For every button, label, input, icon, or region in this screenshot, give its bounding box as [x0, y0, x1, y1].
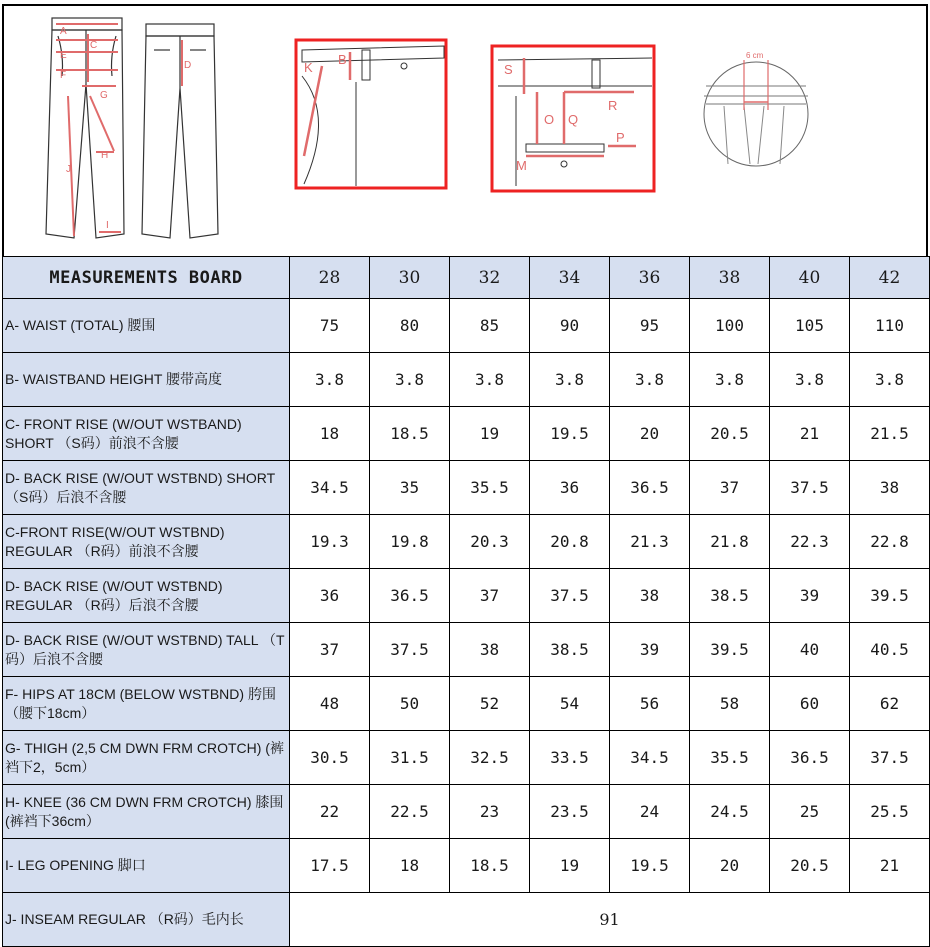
table-title: MEASUREMENTS BOARD: [3, 257, 290, 299]
inseam-row: [3, 893, 930, 947]
table-row: [3, 623, 930, 677]
measurement-cell: 21.8: [690, 515, 770, 569]
measurement-cell: 34.5: [610, 731, 690, 785]
label-b: B: [338, 52, 347, 67]
size-header: 34: [530, 257, 610, 299]
measurement-cell: 54: [530, 677, 610, 731]
measurement-cell: 22: [290, 785, 370, 839]
table-header-row: [3, 257, 930, 299]
measurement-cell: 3.8: [850, 353, 930, 407]
size-header: 32: [450, 257, 530, 299]
row-label: A- WAIST (TOTAL) 腰围: [3, 299, 290, 353]
measurement-cell: 3.8: [610, 353, 690, 407]
label-p: P: [616, 130, 625, 145]
table-row: [3, 353, 930, 407]
back-view-measure: [182, 40, 191, 86]
measurement-cell: 3.8: [450, 353, 530, 407]
row-label: D- BACK RISE (W/OUT WSTBND) TALL （T码）后浪不含腰: [3, 623, 290, 677]
size-header: 28: [290, 257, 370, 299]
measurement-cell: 3.8: [370, 353, 450, 407]
measurement-cell: 37: [690, 461, 770, 515]
measurement-cell: 21: [850, 839, 930, 893]
back-view-diagram: [142, 24, 218, 238]
measurement-cell: 3.8: [770, 353, 850, 407]
measurement-cell: 24: [610, 785, 690, 839]
row-label: I- LEG OPENING 脚口: [3, 839, 290, 893]
row-label: H- KNEE (36 CM DWN FRM CROTCH) 膝围(裤裆下36cm）: [3, 785, 290, 839]
measurement-cell: 36: [530, 461, 610, 515]
measurement-cell: 110: [850, 299, 930, 353]
measurement-cell: 40: [770, 623, 850, 677]
table-row: [3, 407, 930, 461]
back-pocket-detail: [492, 46, 654, 191]
measurement-cell: 80: [370, 299, 450, 353]
measurement-cell: 37.5: [850, 731, 930, 785]
measurement-cell: 36.5: [370, 569, 450, 623]
table-row: [3, 461, 930, 515]
measurement-cell: 34.5: [290, 461, 370, 515]
measurement-cell: 20.3: [450, 515, 530, 569]
label-d: D: [184, 60, 192, 71]
label-6cm: 6 cm: [746, 51, 764, 60]
measurement-cell: 21.3: [610, 515, 690, 569]
measurement-cell: 20.8: [530, 515, 610, 569]
measurement-cell: 25: [770, 785, 850, 839]
measurement-cell: 3.8: [530, 353, 610, 407]
row-label: D- BACK RISE (W/OUT WSTBND) REGULAR （R码）后浪不含腰: [3, 569, 290, 623]
measurement-cell: 3.8: [290, 353, 370, 407]
measurement-cell: 52: [450, 677, 530, 731]
measurement-cell: 60: [770, 677, 850, 731]
measurement-cell: 3.8: [690, 353, 770, 407]
label-q: Q: [568, 112, 579, 127]
label-j: J: [66, 164, 71, 175]
measurement-cell: 38.5: [690, 569, 770, 623]
measurement-cell: 22.5: [370, 785, 450, 839]
row-label: D- BACK RISE (W/OUT WSTBND) SHORT （S码）后浪不含腰: [3, 461, 290, 515]
label-f: F: [60, 70, 67, 81]
measurement-cell: 62: [850, 677, 930, 731]
measurement-cell: 20: [610, 407, 690, 461]
measurement-cell: 19: [530, 839, 610, 893]
table-row: [3, 839, 930, 893]
measurement-cell: 24.5: [690, 785, 770, 839]
measurement-cell: 36.5: [610, 461, 690, 515]
measurement-cell: 38: [850, 461, 930, 515]
measurement-cell: 18.5: [450, 839, 530, 893]
row-label: C- FRONT RISE (W/OUT WSTBAND) SHORT （S码）前浪不含腰: [3, 407, 290, 461]
table-row: [3, 569, 930, 623]
measurement-cell: 36.5: [770, 731, 850, 785]
table-row: [3, 515, 930, 569]
measurement-cell: 32.5: [450, 731, 530, 785]
measurement-cell: 36: [290, 569, 370, 623]
row-label: G- THIGH (2,5 CM DWN FRM CROTCH) (裤裆下2，5cm）: [3, 731, 290, 785]
measurement-cell: 50: [370, 677, 450, 731]
measurement-cell: 17.5: [290, 839, 370, 893]
measurement-cell: 35: [370, 461, 450, 515]
table-row: [3, 299, 930, 353]
measurement-cell: 75: [290, 299, 370, 353]
label-r: R: [608, 98, 618, 113]
measurement-cell: 19.5: [610, 839, 690, 893]
label-o: O: [544, 112, 555, 127]
label-a: A: [60, 26, 67, 37]
measurement-cell: 18.5: [370, 407, 450, 461]
measurement-cell: 58: [690, 677, 770, 731]
measurement-cell: 37: [290, 623, 370, 677]
measurement-cell: 37.5: [530, 569, 610, 623]
measurement-cell: 20: [690, 839, 770, 893]
measurement-cell: 56: [610, 677, 690, 731]
measurement-cell: 33.5: [530, 731, 610, 785]
label-g: G: [100, 90, 108, 101]
measurement-cell: 85: [450, 299, 530, 353]
measurement-cell: 21.5: [850, 407, 930, 461]
size-header: 36: [610, 257, 690, 299]
measurement-cell: 40.5: [850, 623, 930, 677]
label-s: S: [504, 62, 513, 77]
measurement-cell: 39.5: [850, 569, 930, 623]
measurement-cell: 38.5: [530, 623, 610, 677]
pants-diagrams: [4, 6, 930, 258]
measurement-cell: 19.5: [530, 407, 610, 461]
measurement-cell: 23: [450, 785, 530, 839]
label-k: K: [304, 60, 313, 75]
measurement-cell: 100: [690, 299, 770, 353]
measurement-cell: 21: [770, 407, 850, 461]
measurement-cell: 31.5: [370, 731, 450, 785]
label-h: H: [101, 150, 109, 161]
measurement-cell: 90: [530, 299, 610, 353]
measurements-table: [2, 256, 930, 947]
size-header: 38: [690, 257, 770, 299]
measurement-cell: 19: [450, 407, 530, 461]
row-label: J- INSEAM REGULAR （R码）毛内长: [3, 893, 290, 947]
measurement-cell: 22.8: [850, 515, 930, 569]
size-header: 30: [370, 257, 450, 299]
measurement-cell: 105: [770, 299, 850, 353]
belt-loop-circle-detail: [704, 51, 808, 166]
measurement-cell: 35.5: [690, 731, 770, 785]
measurement-cell: 37: [450, 569, 530, 623]
label-e: E: [60, 50, 67, 61]
measurement-cell: 35.5: [450, 461, 530, 515]
table-body: [3, 299, 930, 947]
measurement-cell: 23.5: [530, 785, 610, 839]
label-i: I: [106, 220, 109, 231]
measurement-cell: 48: [290, 677, 370, 731]
waistband-detail: [296, 40, 446, 188]
label-m: M: [516, 158, 527, 173]
measurement-cell: 20.5: [690, 407, 770, 461]
table-row: [3, 785, 930, 839]
table-row: [3, 731, 930, 785]
measurement-cell: 18: [370, 839, 450, 893]
measurement-cell: 38: [450, 623, 530, 677]
size-header: 42: [850, 257, 930, 299]
measurement-cell: 39: [770, 569, 850, 623]
measurement-cell: 38: [610, 569, 690, 623]
row-label: F- HIPS AT 18CM (BELOW WSTBND) 胯围（腰下18cm）: [3, 677, 290, 731]
measurement-cell: 18: [290, 407, 370, 461]
measurement-cell: 37.5: [370, 623, 450, 677]
measurement-cell: 95: [610, 299, 690, 353]
table-row: [3, 677, 930, 731]
measurement-cell: 19.8: [370, 515, 450, 569]
front-view-letters: [60, 26, 109, 231]
row-label: B- WAISTBAND HEIGHT 腰带高度: [3, 353, 290, 407]
inseam-value: 91: [290, 893, 930, 947]
measurement-cell: 39.5: [690, 623, 770, 677]
measurement-illustrations: [2, 4, 928, 256]
measurement-cell: 30.5: [290, 731, 370, 785]
row-label: C-FRONT RISE(W/OUT WSTBND) REGULAR （R码）前浪不含腰: [3, 515, 290, 569]
measurement-cell: 22.3: [770, 515, 850, 569]
measurement-cell: 37.5: [770, 461, 850, 515]
measurement-cell: 25.5: [850, 785, 930, 839]
measurement-cell: 39: [610, 623, 690, 677]
size-header: 40: [770, 257, 850, 299]
measurement-cell: 20.5: [770, 839, 850, 893]
measurement-cell: 19.3: [290, 515, 370, 569]
label-c: C: [90, 40, 98, 51]
